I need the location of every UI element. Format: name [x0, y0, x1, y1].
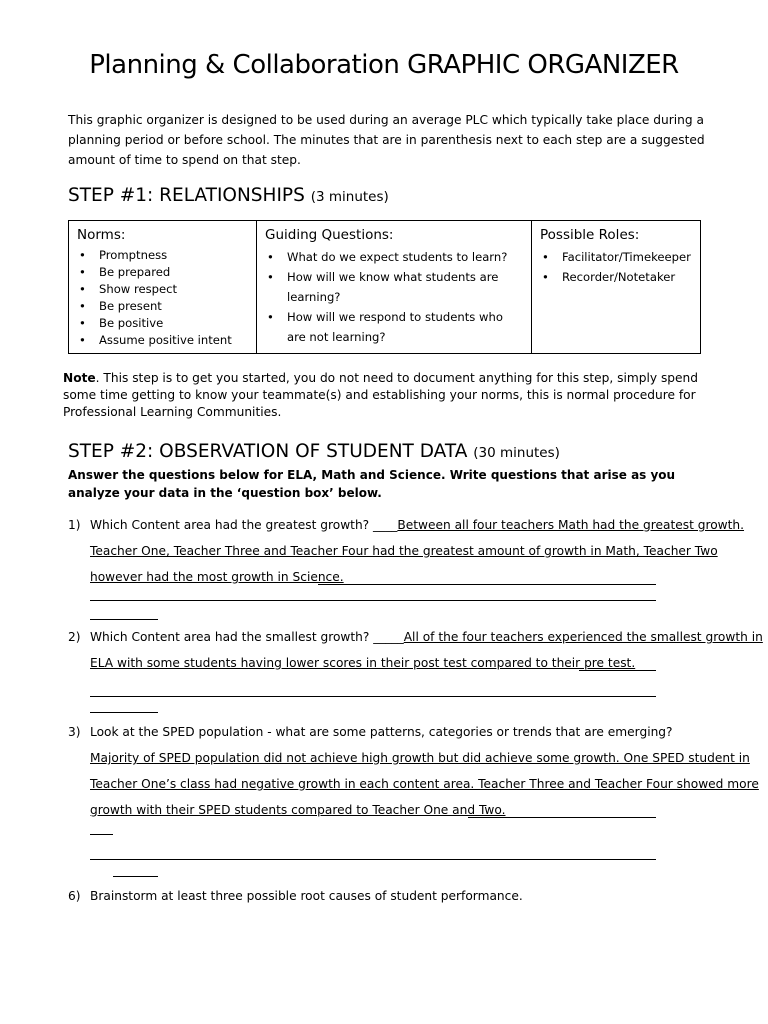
step1-heading	[68, 185, 389, 206]
norms-list	[77, 247, 248, 349]
question-number: 1)	[68, 518, 81, 532]
guiding-questions-heading: Guiding Questions:	[265, 227, 394, 243]
list-item: • What do we expect students to learn?	[265, 247, 523, 267]
question-number: 6)	[68, 889, 81, 903]
blank-answer-line[interactable]	[579, 670, 656, 671]
norms-heading: Norms:	[77, 227, 126, 243]
blank-answer-line[interactable]	[90, 834, 113, 835]
possible-roles-list	[540, 247, 692, 287]
guiding-questions-list	[265, 247, 523, 347]
blank-answer-line[interactable]	[90, 859, 656, 860]
blank-answer-line[interactable]	[90, 712, 158, 713]
list-item: • Recorder/Notetaker	[540, 267, 692, 287]
question-6	[68, 889, 523, 903]
note-text: . This step is to get you started, you do not need to document anything for this step, simply spend some time getting to know your teammate(s) and establishing your norms, this is normal procedure for Professional Learning Communities.	[63, 371, 698, 419]
question-text: Look at the SPED population - what are some patterns, categories or trends that are emerging?	[90, 725, 673, 739]
list-item: • Assume positive intent	[77, 332, 248, 349]
blank-answer-line[interactable]	[318, 584, 656, 585]
list-item: • Facilitator/Timekeeper	[540, 247, 692, 267]
intro-paragraph: This graphic organizer is designed to be used during an average PLC which typically take place during a planning period or before school. The minutes that are in parenthesis next to each step are a suggested amount of time to spend on that step.	[68, 113, 705, 167]
list-item: • Be present	[77, 298, 248, 315]
list-item: • Show respect	[77, 281, 248, 298]
blank-answer-line[interactable]	[90, 696, 656, 697]
step2-title: STEP #2: OBSERVATION OF STUDENT DATA	[68, 441, 468, 462]
list-item: • Be positive	[77, 315, 248, 332]
possible-roles-heading: Possible Roles:	[540, 227, 640, 243]
question-text: Which Content area had the greatest growth? ____	[90, 518, 398, 532]
question-text: Which Content area had the smallest growth? _____	[90, 630, 404, 644]
answer-line[interactable]: ELA with some students having lower scores in their post test compared to their pre test.	[90, 656, 636, 670]
step2-heading	[68, 441, 560, 462]
answer-line[interactable]: however had the most growth in Science.	[90, 570, 344, 584]
note-label: Note	[63, 371, 96, 385]
list-item: • Be prepared	[77, 264, 248, 281]
question-3	[68, 725, 673, 739]
blank-answer-line[interactable]	[468, 817, 656, 818]
step1-title: STEP #1: RELATIONSHIPS	[68, 185, 305, 206]
page-title: Planning & Collaboration GRAPHIC ORGANIZER	[89, 50, 679, 80]
answer-text[interactable]: All of the four teachers experienced the smallest growth in	[403, 630, 763, 644]
answer-line[interactable]: growth with their SPED students compared to Teacher One and Two.	[90, 803, 506, 817]
question-1	[68, 518, 744, 532]
relationships-table	[68, 220, 701, 354]
blank-answer-line[interactable]	[113, 876, 158, 877]
blank-answer-line[interactable]	[90, 600, 656, 601]
question-number: 3)	[68, 725, 81, 739]
list-item: • How will we know what students are learning?	[265, 267, 523, 307]
answer-line[interactable]: Teacher One’s class had negative growth in each content area. Teacher Three and Teacher Four showed more	[90, 777, 759, 791]
step1-note	[63, 370, 708, 421]
answer-text[interactable]: Between all four teachers Math had the greatest growth.	[397, 518, 745, 532]
answer-line[interactable]: Teacher One, Teacher Three and Teacher Four had the greatest amount of growth in Math, Teacher Two	[90, 544, 718, 558]
step2-minutes: (30 minutes)	[473, 445, 560, 461]
guiding-questions-column	[257, 221, 532, 353]
possible-roles-column	[532, 221, 700, 353]
question-text: Brainstorm at least three possible root causes of student performance.	[90, 889, 523, 903]
answer-line[interactable]: Majority of SPED population did not achieve high growth but did achieve some growth. One SPED student in	[90, 751, 750, 765]
list-item: • Promptness	[77, 247, 248, 264]
question-number: 2)	[68, 630, 81, 644]
blank-answer-line[interactable]	[90, 619, 158, 620]
list-item: • How will we respond to students who are not learning?	[265, 307, 523, 347]
question-2	[68, 630, 763, 644]
step2-instructions: Answer the questions below for ELA, Math and Science. Write questions that arise as you analyze your data in the ‘question box’ below.	[68, 468, 676, 500]
norms-column	[69, 221, 257, 353]
step1-minutes: (3 minutes)	[310, 189, 389, 205]
